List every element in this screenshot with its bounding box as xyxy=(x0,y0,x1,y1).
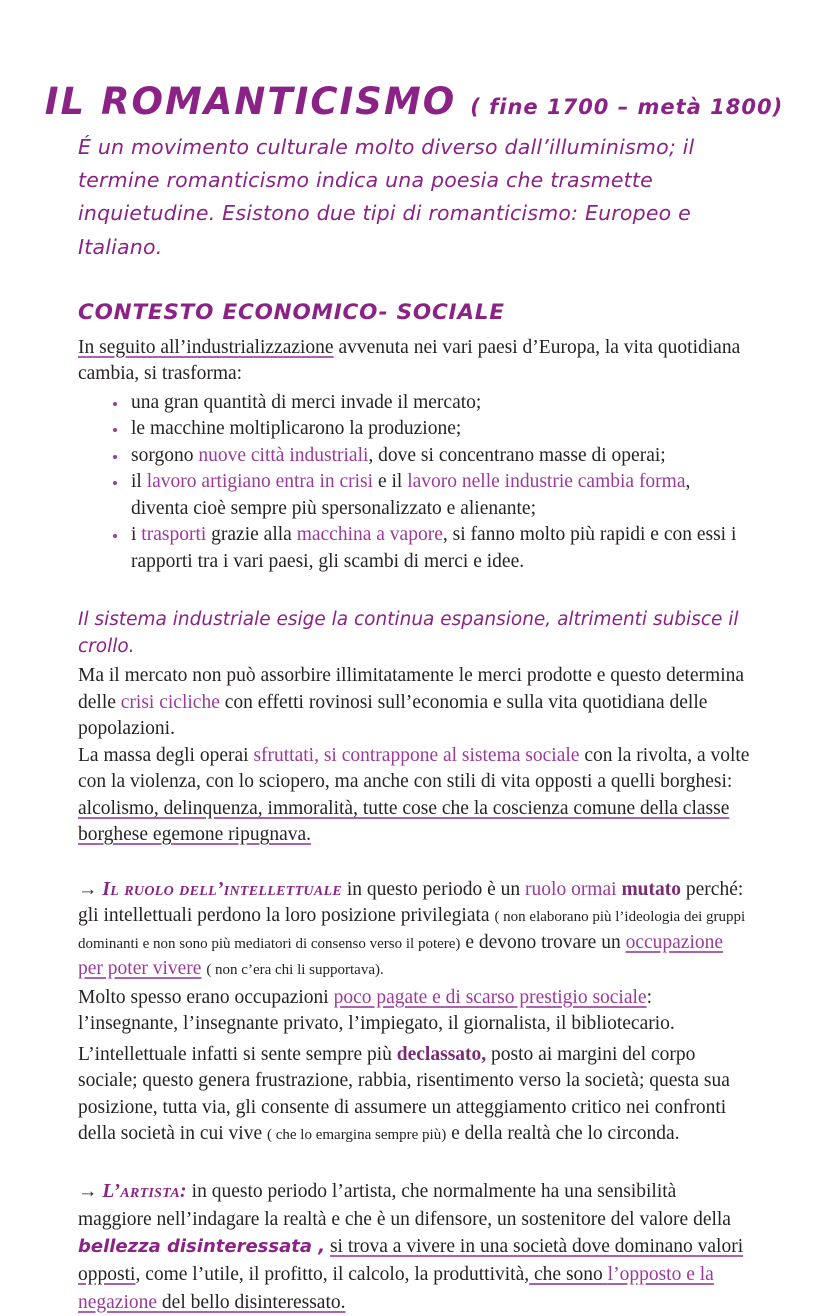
text-segment: sfruttati, si contrappone al sistema sociale xyxy=(253,744,580,766)
bullet-item xyxy=(128,416,750,443)
text-segment: posto ai margini del corpo sociale; questo genera frustrazione, rabbia, risentimento verso la società; questa sua posizione, tutta via, gli consente di assumere un atteggiamento critico nei confronti della società in cui vive xyxy=(78,1043,730,1145)
text-segment: i xyxy=(131,524,142,546)
text-segment: e il xyxy=(373,471,408,493)
text-segment: Molto spesso erano occupazioni xyxy=(78,986,334,1008)
text-segment: ( non c’era chi li supportava). xyxy=(206,962,384,979)
text-segment: occupazione per poter vivere xyxy=(78,931,724,980)
text-segment: macchina a vapore xyxy=(296,524,443,546)
text-segment: Il ruolo dell’intellettuale xyxy=(102,878,342,900)
effects-bullet-list xyxy=(78,390,750,576)
text-segment: con effetti rovinosi sull’economia e sulla vita quotidiana delle popolazioni. xyxy=(78,691,708,740)
industrial-system-note: Il sistema industriale esige la continua espansione, altrimenti subisce il crollo. xyxy=(78,609,739,658)
text-segment: Ma il mercato non può assorbire illimitatamente le merci prodotte e questo determina delle xyxy=(78,665,745,713)
text-segment: : l’insegnante, l’insegnante privato, l’impiegato, il giornalista, il bibliotecario. xyxy=(78,986,675,1035)
intellectual-role-paragraph xyxy=(78,877,750,983)
text-segment: mutato xyxy=(621,878,682,900)
text-segment: poco pagate e di scarso prestigio sociale xyxy=(333,986,647,1008)
title-period-note: ( fine 1700 – metà 1800) xyxy=(470,95,784,119)
workers-paragraph xyxy=(78,743,750,849)
bullet-item xyxy=(128,522,750,575)
artist-paragraph xyxy=(78,1178,750,1316)
text-segment: → xyxy=(78,1180,103,1202)
text-segment: il xyxy=(131,471,147,493)
text-segment: l’opposto e la negazione xyxy=(78,1263,714,1313)
text-segment: , si fanno molto più rapidi e con essi i rapporti tra i vari paesi, gli scambi di merci e idee. xyxy=(131,524,737,572)
text-segment: del bello disinteressato. xyxy=(157,1291,346,1313)
text-segment: L’artista: xyxy=(102,1180,187,1202)
text-segment: lavoro nelle industrie cambia forma xyxy=(407,471,686,493)
text-segment: ruolo ormai xyxy=(525,878,622,900)
text-segment: avvenuta nei vari paesi d’Europa, la vita quotidiana cambia, si trasforma: xyxy=(78,336,741,385)
section-heading-contesto: CONTESTO ECONOMICO- SOCIALE xyxy=(78,299,505,325)
document-title xyxy=(44,80,784,123)
page-title: IL ROMANTICISMO xyxy=(44,80,457,123)
text-segment: le macchine moltiplicarono la produzione; xyxy=(131,418,462,440)
text-segment: La massa degli operai xyxy=(78,744,254,766)
market-crisis-paragraph xyxy=(78,663,750,743)
text-segment: perché: gli intellettuali perdono la loro posizione privilegiata xyxy=(78,878,744,927)
text-segment: in questo periodo è un xyxy=(341,878,526,900)
text-segment: e della realtà che lo circonda. xyxy=(446,1123,680,1145)
text-segment: , dove si concentrano masse di operai; xyxy=(368,444,666,466)
text-segment: nuove città industriali xyxy=(198,444,369,466)
text-segment: lavoro artigiano entra in crisi xyxy=(146,471,374,493)
text-segment: crisi cicliche xyxy=(120,691,220,713)
bullet-item xyxy=(128,443,750,470)
text-segment: in questo periodo l’artista, che normalmente ha una sensibilità maggiore nell’indagare la realtà e che è un difensore, un sostenitore del valore della xyxy=(78,1180,731,1230)
text-segment: ( non elaborano più l’ideologia dei gruppi dominanti e non sono più mediatori di consenso verso il potere) xyxy=(78,909,746,952)
text-segment: grazie alla xyxy=(206,524,297,546)
text-segment: bellezza disinteressata , xyxy=(78,1236,326,1258)
text-segment: → xyxy=(78,878,103,900)
occupations-paragraph xyxy=(78,985,750,1038)
text-segment: alcolismo, delinquenza, immoralità, tutte cose che la coscienza comune della classe borghese egemone ripugnava. xyxy=(78,797,730,846)
text-segment: , come l’utile, il profitto, il calcolo, la produttività, xyxy=(135,1263,530,1285)
text-segment: In seguito all’industrializzazione xyxy=(78,336,334,358)
declassato-paragraph xyxy=(78,1042,750,1148)
text-segment: L’intellettuale infatti si sente sempre più xyxy=(78,1043,397,1065)
bullet-item xyxy=(128,469,750,522)
text-segment: trasporti xyxy=(141,524,207,546)
text-segment: e devono trovare un xyxy=(460,931,626,953)
bullet-item xyxy=(128,390,750,417)
text-segment: sorgono xyxy=(131,444,199,466)
text-segment: , diventa cioè sempre più spersonalizzato e alienante; xyxy=(131,471,691,519)
text-segment: declassato, xyxy=(396,1043,487,1065)
text-segment: che sono xyxy=(529,1263,608,1285)
industrializzazione-paragraph xyxy=(78,335,750,388)
text-segment: con la rivolta, a volte con la violenza, con lo sciopero, ma anche con stili di vita opposti a quelli borghesi: xyxy=(78,744,750,793)
text-segment: una gran quantità di merci invade il mercato; xyxy=(131,391,482,413)
text-segment: ( che lo emargina sempre più) xyxy=(266,1127,447,1144)
text-segment: si trova a vivere in una società dove dominano valori opposti xyxy=(78,1236,744,1285)
document-body xyxy=(78,131,750,1316)
intro-note: É un movimento culturale molto diverso dall’illuminismo; il termine romanticismo indica una poesia che trasmette inquietudine. Esistono due tipi di romanticismo: Europeo e Italiano. xyxy=(78,135,695,259)
